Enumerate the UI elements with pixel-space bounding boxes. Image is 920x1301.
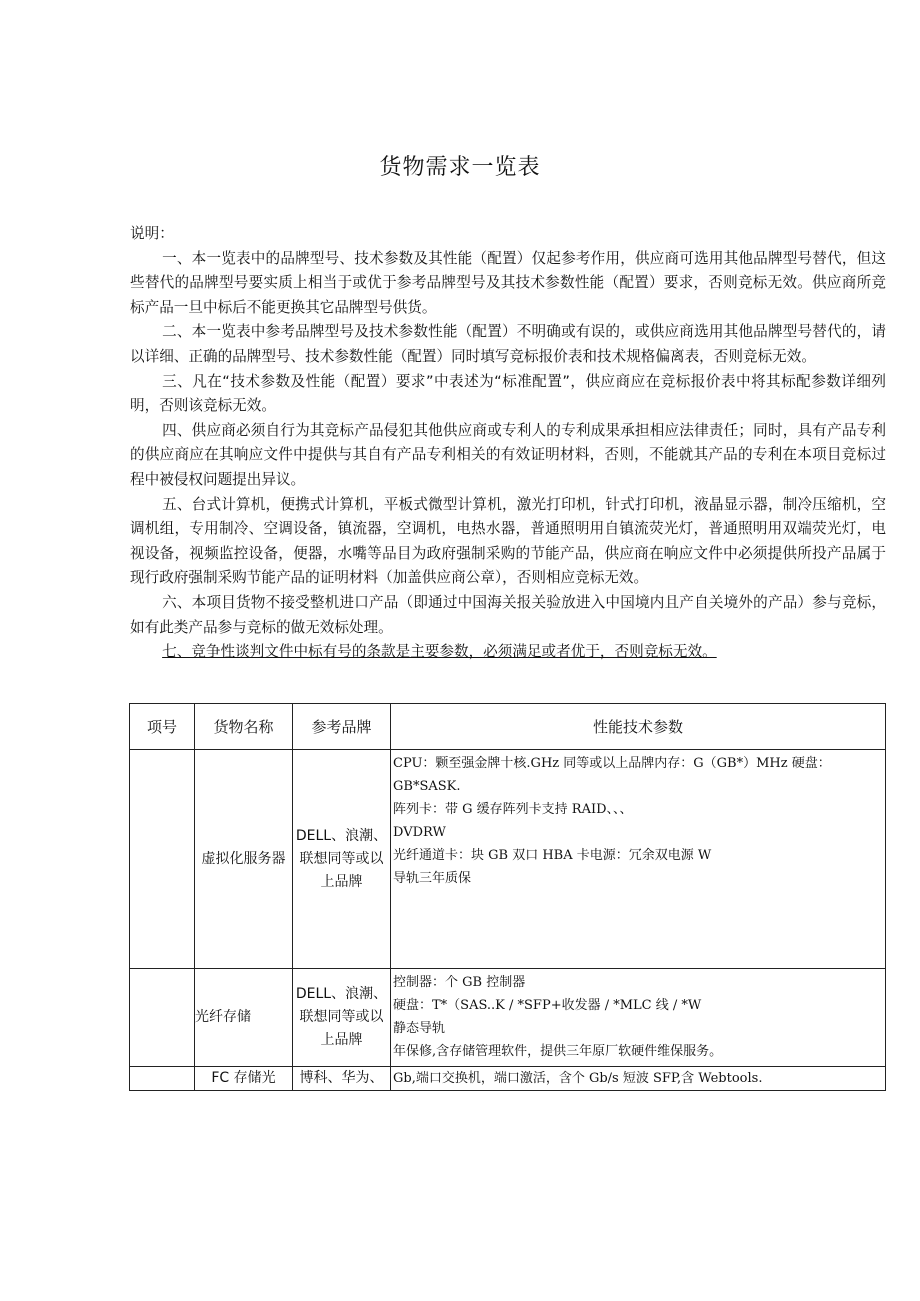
table-row	[130, 969, 886, 1067]
spec-line: 控制器：个 GB 控制器	[393, 975, 526, 990]
cell-tech-specs	[391, 750, 886, 969]
cell-item-no	[130, 969, 195, 1067]
spec-line: CPU：颗至强金牌十核.GHz 同等或以上品牌内存：G（GB*）MHz 硬盘：GB*SASK.	[393, 756, 831, 794]
header-goods-name: 货物名称	[195, 704, 293, 750]
cell-reference-brand: DELL、浪潮、联想同等或以上品牌	[293, 750, 391, 969]
note-item-3: 三、凡在“技术参数及性能（配置）要求”中表述为“标准配置”，供应商应在竞标报价表中将其标配参数详细列明，否则该竞标无效。	[130, 372, 886, 415]
notes-section	[130, 222, 886, 665]
cell-item-no	[130, 1067, 195, 1091]
note-item-1: 一、本一览表中的品牌型号、技术参数及其性能（配置）仅起参考作用，供应商可选用其他品牌型号替代，但这些替代的品牌型号要实质上相当于或优于参考品牌型号及其技术参数性能（配置）要求，否则竞标无效。供应商所竞标产品一旦中标后不能更换其它品牌型号供货。	[130, 249, 886, 316]
cell-goods-name: FC 存储光	[195, 1067, 293, 1091]
cell-reference-brand: DELL、浪潮、联想同等或以上品牌	[293, 969, 391, 1067]
table-row	[130, 750, 886, 969]
note-item-7-text: 七、竞争性谈判文件中标有号的条款是主要参数，必须满足或者优于，否则竞标无效。	[162, 643, 717, 661]
note-item-7	[130, 640, 886, 665]
cell-goods-name: 虚拟化服务器	[195, 750, 293, 969]
spec-line: 年保修,含存储管理软件，提供三年原厂软硬件维保服务。	[393, 1044, 723, 1059]
spec-line: 光纤通道卡：块 GB 双口 HBA 卡电源：冗余双电源 W	[393, 848, 712, 863]
header-item-no: 项号	[130, 704, 195, 750]
cell-tech-specs	[391, 1067, 886, 1091]
spec-line: DVDRW	[393, 825, 446, 840]
cell-tech-specs	[391, 969, 886, 1067]
cell-reference-brand: 博科、华为、	[293, 1067, 391, 1091]
spec-line: Gb,端口交换机，端口激活，含个 Gb/s 短波 SFP,含 Webtools.	[393, 1071, 763, 1086]
note-item-6: 六、本项目货物不接受整机进口产品（即通过中国海关报关验放进入中国境内且产自关境外的产品）参与竞标，如有此类产品参与竞标的做无效标处理。	[130, 593, 886, 636]
spec-line: 阵列卡：带 G 缓存阵列卡支持 RAID、、、	[393, 802, 633, 817]
note-item-5: 五、台式计算机，便携式计算机，平板式微型计算机，激光打印机，针式打印机，液晶显示器，制冷压缩机，空调机组，专用制冷、空调设备，镇流器，空调机，电热水器，普通照明用自镇流荧光灯，普通照明用双端荧光灯，电视设备，视频监控设备，便器，水嘴等品目为政府强制采购的节能产品，供应商在响应文件中必须提供所投产品属于现行政府强制采购节能产品的证明材料（加盖供应商公章），否则相应竞标无效。	[130, 495, 886, 587]
cell-goods-name: 光纤存储	[195, 969, 293, 1067]
cell-item-no	[130, 750, 195, 969]
page-title: 货物需求一览表	[379, 155, 541, 180]
header-tech-specs: 性能技术参数	[391, 704, 886, 750]
goods-requirements-table	[129, 703, 886, 1091]
note-item-4: 四、供应商必须自行为其竞标产品侵犯其他供应商或专利人的专利成果承担相应法律责任；同时，具有产品专利的供应商应在其响应文件中提供与其自有产品专利相关的有效证明材料，否则，不能就其产品的专利在本项目竞标过程中被侵权问题提出异议。	[130, 421, 886, 488]
notes-heading: 说明：	[130, 225, 174, 242]
note-item-2: 二、本一览表中参考品牌型号及技术参数性能（配置）不明确或有误的，或供应商选用其他品牌型号替代的，请以详细、正确的品牌型号、技术参数性能（配置）同时填写竞标报价表和技术规格偏离表，否则竞标无效。	[130, 323, 886, 365]
spec-line: 静态导轨	[393, 1021, 446, 1036]
spec-line: 硬盘：T*（SAS..K / *SFP+收发器 / *MLC 线 / *W	[393, 998, 702, 1013]
table-header-row	[130, 704, 886, 750]
table-row	[130, 1067, 886, 1091]
spec-line: 导轨三年质保	[393, 871, 472, 886]
header-reference-brand: 参考品牌	[293, 704, 391, 750]
